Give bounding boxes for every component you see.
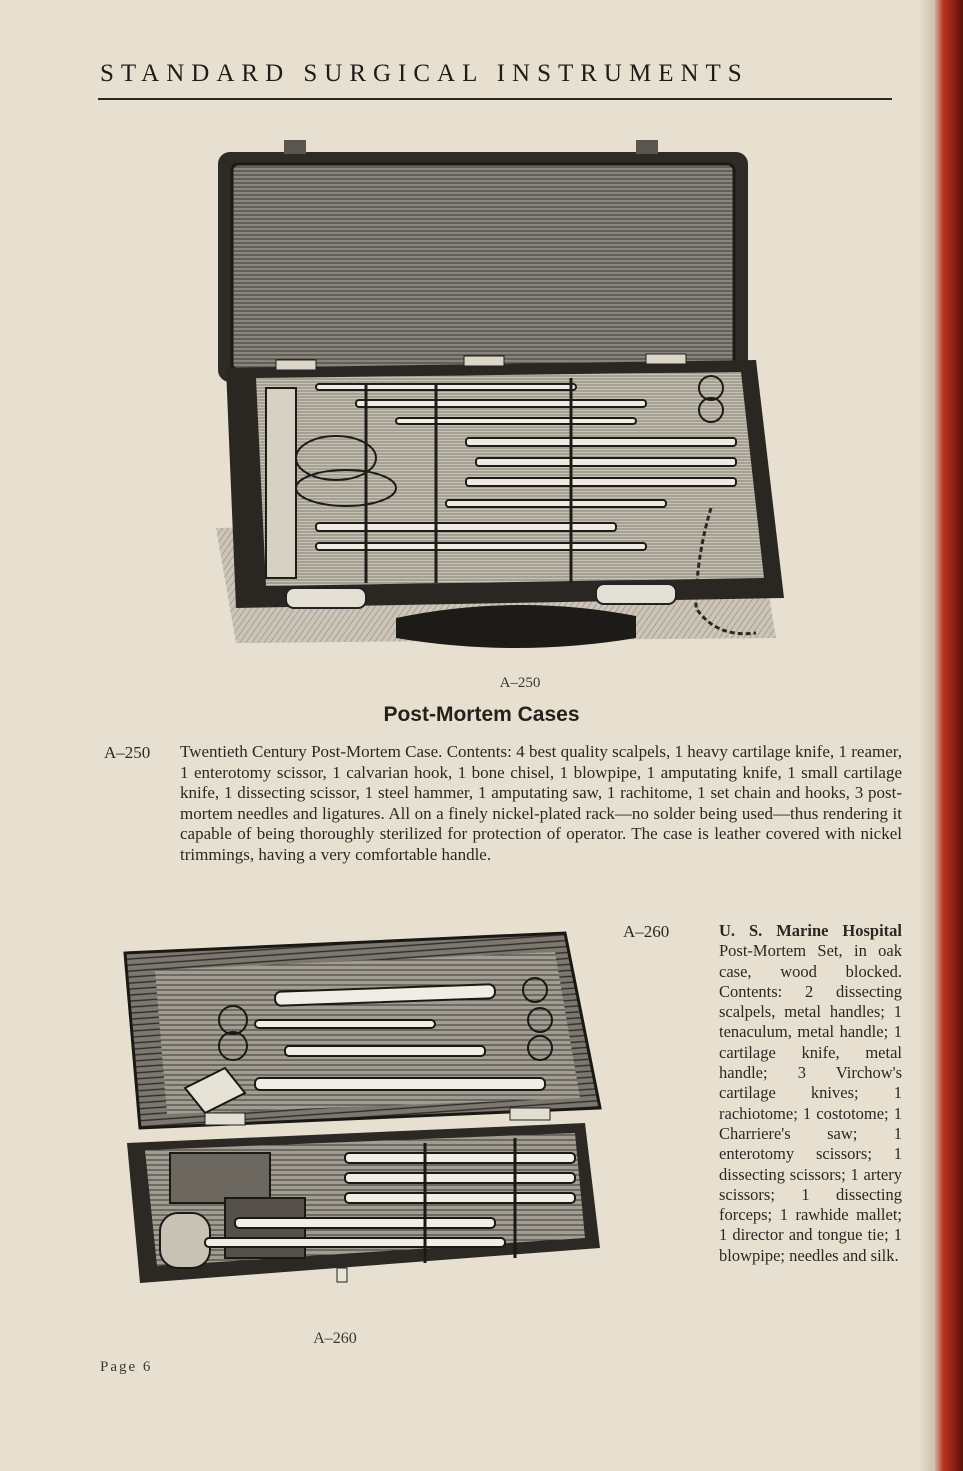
item-description-a250 [180, 742, 902, 865]
item-description-a260 [719, 921, 902, 1266]
header-rule [98, 98, 892, 100]
marine-hospital-set-illustration [115, 928, 605, 1318]
item-code-a250: A–250 [104, 743, 151, 762]
description-text: Twentieth Century Post-Mortem Case. Contents: 4 best quality scalpels, 1 heavy cartilage knife, 1 reamer, 1 enterotomy scissor, 1 calvarian hook, 1 bone chisel, 1 blowpipe, 1 amputating knife, 1 small cartilage knife, 1 dissecting scissor, 1 steel hammer, 1 amputating saw, 1 rachitome, 1 set chain and hooks, 3 post-mortem needles and ligatures. All on a finely nickel-plated rack—no solder being used—thus rendering it capable of being thoroughly sterilized for protection of operator. The case is leather covered with nickel trimmings, having a very comfortable handle. [180, 742, 902, 864]
post-mortem-case-illustration [196, 138, 796, 658]
page-shadow [919, 0, 933, 1471]
item-code-a260: A–260 [623, 922, 670, 941]
description-text: Post-Mortem Set, in oak case, wood blocked. Contents: 2 dissecting scalpels, metal handles; 1 tenaculum, metal handle; 1 cartilage knife, metal handle; 3 Virchow's cartilage knives; 1 rachiotome; 1 costotome; 1 Charriere's saw; 1 enterotomy scissors; 1 dissecting scissors; 1 artery scissors; 1 dissecting forceps; 1 rawhide mallet; 1 director and tongue tie; 1 blowpipe; needles and silk. [719, 941, 902, 1265]
figure-caption-a260: A–260 [313, 1330, 357, 1347]
page-number: Page 6 [100, 1359, 153, 1375]
page-header: STANDARD SURGICAL INSTRUMENTS [100, 60, 749, 87]
item-name: U. S. Marine Hospital [719, 921, 902, 940]
figure-caption-a250: A–250 [499, 675, 541, 691]
section-title: Post-Mortem Cases [383, 703, 580, 726]
book-spine [933, 0, 963, 1471]
